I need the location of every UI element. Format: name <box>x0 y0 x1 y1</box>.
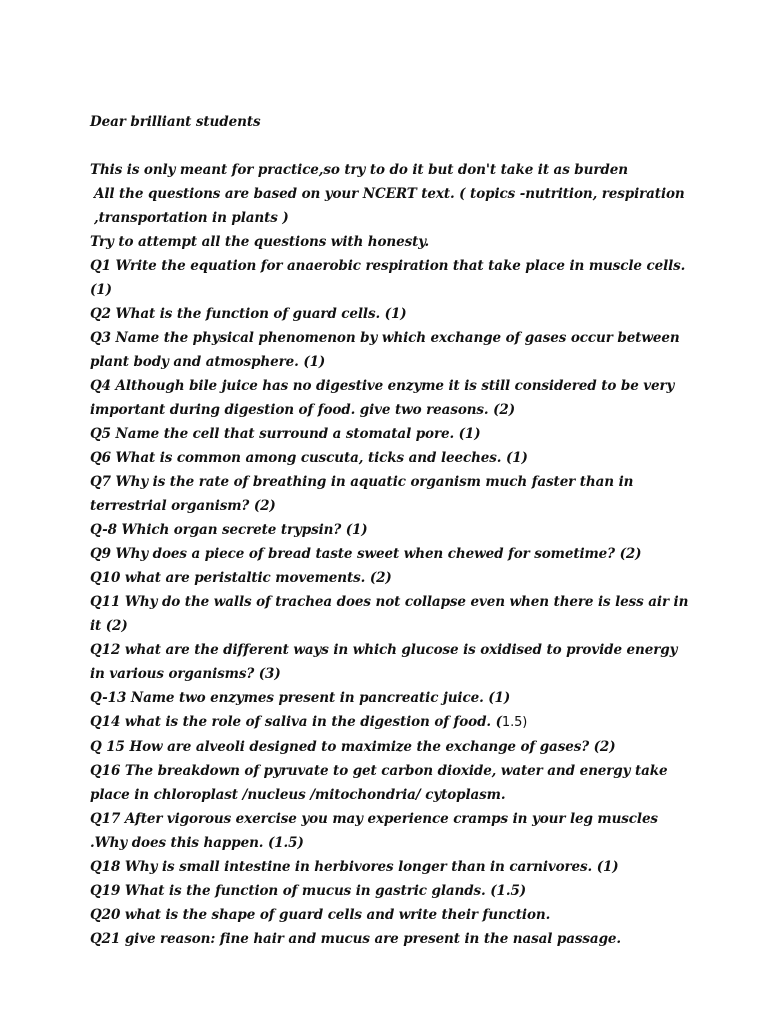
question-9: Q9 Why does a piece of bread taste sweet when chewed for sometime? (2) <box>90 546 642 562</box>
question-13: Q-13 Name two enzymes present in pancreatic juice. (1) <box>90 690 511 706</box>
question-1: Q1 Write the equation for anaerobic respiration that take place in muscle cells. (1) <box>90 258 686 298</box>
question-3: Q3 Name the physical phenomenon by which exchange of gases occur between plant body and atmosphere. (1) <box>90 330 680 370</box>
question-2: Q2 What is the function of guard cells. (1) <box>90 306 407 322</box>
question-21: Q21 give reason: fine hair and mucus are present in the nasal passage. <box>90 931 621 947</box>
question-10: Q10 what are peristaltic movements. (2) <box>90 570 392 586</box>
salutation: Dear brilliant students <box>90 114 261 130</box>
question-20: Q20 what is the shape of guard cells and write their function. <box>90 907 551 923</box>
question-8: Q-8 Which organ secrete trypsin? (1) <box>90 522 368 538</box>
intro-line-topics: All the questions are based on your NCERT text. ( topics -nutrition, respiration ,transportation in plants ) <box>94 186 685 226</box>
question-16: Q16 The breakdown of pyruvate to get carbon dioxide, water and energy take place in chloroplast /nucleus /mitochondria/ cytoplasm. <box>90 763 668 803</box>
question-6: Q6 What is common among cuscuta, ticks and leeches. (1) <box>90 450 528 466</box>
question-14-text: Q14 what is the role of saliva in the digestion of food. ( <box>90 714 502 730</box>
question-19: Q19 What is the function of mucus in gastric glands. (1.5) <box>90 883 527 899</box>
question-11: Q11 Why do the walls of trachea does not collapse even when there is less air in it (2) <box>90 594 689 634</box>
intro-line-honesty: Try to attempt all the questions with honesty. <box>90 234 430 250</box>
question-14-marks: 1.5) <box>501 715 528 730</box>
question-12: Q12 what are the different ways in which glucose is oxidised to provide energy in various organisms? (3) <box>90 642 678 682</box>
intro-line-practice: This is only meant for practice,so try to do it but don't take it as burden <box>90 162 628 178</box>
question-14 <box>90 710 690 735</box>
question-4: Q4 Although bile juice has no digestive enzyme it is still considered to be very important during digestion of food. give two reasons. (2) <box>90 378 675 418</box>
question-7: Q7 Why is the rate of breathing in aquatic organism much faster than in terrestrial organism? (2) <box>90 474 634 514</box>
question-18: Q18 Why is small intestine in herbivores longer than in carnivores. (1) <box>90 859 619 875</box>
question-17: Q17 After vigorous exercise you may experience cramps in your leg muscles .Why does this happen. (1.5) <box>90 811 658 851</box>
document-body <box>90 110 690 951</box>
question-15: Q 15 How are alveoli designed to maximize the exchange of gases? (2) <box>90 739 616 755</box>
question-5: Q5 Name the cell that surround a stomatal pore. (1) <box>90 426 481 442</box>
